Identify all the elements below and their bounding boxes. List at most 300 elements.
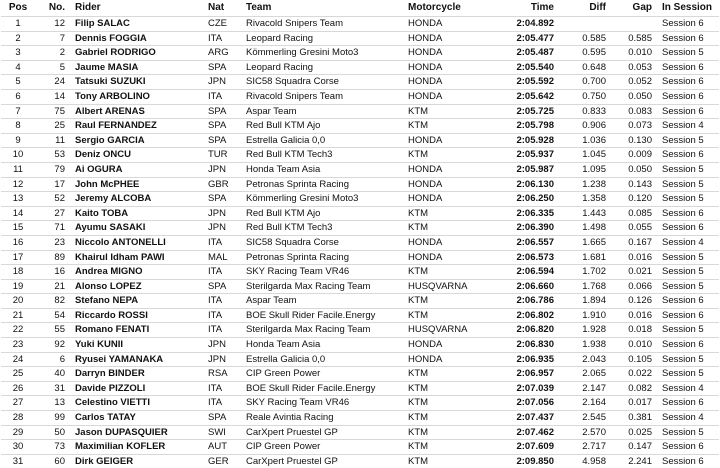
cell-diff: 0.595 [582, 47, 606, 59]
table-row [1, 279, 719, 294]
cell-pos: 31 [12, 455, 24, 467]
cell-team: Estrella Galicia 0,0 [246, 353, 326, 365]
cell-time: 2:05.592 [516, 76, 554, 88]
cell-gap [612, 17, 658, 32]
cell-number: 27 [54, 207, 65, 219]
cell-gap: 0.126 [628, 295, 652, 307]
cell-time: 2:06.786 [516, 295, 554, 307]
cell-gap: 0.147 [628, 441, 652, 453]
cell-nat: ARG [208, 47, 229, 59]
cell-rider: Ayumu SASAKI [75, 222, 146, 234]
table-row [1, 265, 719, 280]
cell-motorcycle: HONDA [408, 353, 443, 365]
cell-number: 2 [59, 47, 65, 59]
cell-gap: 0.073 [628, 120, 652, 132]
cell-nat: ITA [208, 266, 223, 278]
cell-rider: Jason DUPASQUIER [75, 426, 168, 438]
cell-motorcycle: KTM [408, 426, 429, 438]
cell-diff: 2.570 [582, 426, 606, 438]
cell-number: 17 [54, 178, 65, 190]
cell-motorcycle: HUSQVARNA [408, 280, 468, 292]
cell-session: Session 5 [662, 193, 704, 205]
cell-time: 2:06.557 [516, 236, 554, 248]
table-row [1, 148, 719, 163]
cell-team: CIP Green Power [246, 441, 321, 453]
cell-rider: Jeremy ALCOBA [75, 193, 152, 205]
cell-pos: 20 [12, 295, 24, 307]
cell-motorcycle: HONDA [408, 134, 443, 146]
cell-diff: 1.498 [582, 222, 606, 234]
cell-time: 2:06.335 [516, 207, 554, 219]
table-row [1, 89, 719, 104]
cell-rider: Albert ARENAS [75, 105, 145, 117]
header-row [1, 0, 719, 17]
table-row [1, 192, 719, 207]
cell-motorcycle: HONDA [408, 47, 443, 59]
cell-diff [558, 17, 612, 32]
table-row [1, 323, 719, 338]
cell-team: BOE Skull Rider Facile.Energy [246, 309, 376, 321]
cell-time: 2:06.935 [516, 353, 554, 365]
cell-diff: 1.938 [582, 339, 606, 351]
cell-gap: 0.082 [628, 382, 652, 394]
cell-nat: AUT [208, 441, 227, 453]
cell-nat: SPA [208, 61, 227, 73]
cell-time: 2:06.390 [516, 222, 554, 234]
cell-number: 25 [54, 120, 65, 132]
table-row [1, 235, 719, 250]
cell-time: 2:05.725 [516, 105, 554, 117]
cell-team: Honda Team Asia [246, 163, 321, 175]
cell-time: 2:05.477 [516, 32, 554, 44]
cell-rider: Niccolo ANTONELLI [75, 236, 166, 248]
table-row [1, 294, 719, 309]
cell-gap: 0.066 [628, 280, 652, 292]
cell-session: Session 6 [662, 455, 704, 467]
cell-number: 40 [54, 368, 65, 380]
cell-number: 54 [54, 309, 65, 321]
cell-number: 24 [54, 76, 65, 88]
cell-time: 2:06.802 [516, 309, 554, 321]
cell-motorcycle: HONDA [408, 90, 443, 102]
cell-session: Session 5 [662, 134, 704, 146]
header-session: In Session [662, 2, 713, 13]
cell-pos: 11 [13, 163, 23, 175]
cell-number: 60 [54, 455, 65, 467]
cell-nat: ITA [208, 32, 223, 44]
cell-time: 2:04.892 [516, 18, 554, 29]
results-body [1, 17, 719, 468]
cell-team: Petronas Sprinta Racing [246, 251, 349, 263]
cell-nat: SWI [208, 426, 226, 438]
cell-rider: Gabriel RODRIGO [75, 47, 156, 59]
cell-gap: 0.055 [628, 222, 652, 234]
cell-time: 2:05.487 [516, 47, 554, 59]
cell-number: 92 [54, 339, 65, 351]
cell-session: Session 5 [662, 280, 704, 292]
cell-number: 55 [54, 324, 65, 336]
cell-motorcycle: KTM [408, 207, 429, 219]
table-row [1, 75, 719, 90]
cell-number: 53 [54, 149, 65, 161]
cell-time: 2:06.594 [516, 266, 554, 278]
cell-number: 79 [54, 163, 65, 175]
cell-team: Red Bull KTM Tech3 [246, 149, 333, 161]
cell-diff: 0.648 [582, 61, 606, 73]
table-row [1, 440, 719, 455]
cell-rider: Ryusei YAMANAKA [75, 353, 164, 365]
table-row [1, 206, 719, 221]
cell-time: 2:05.937 [516, 149, 554, 161]
table-row [1, 338, 719, 353]
cell-diff: 2.065 [582, 368, 606, 380]
cell-pos: 24 [12, 353, 24, 365]
cell-pos: 12 [12, 178, 24, 190]
table-row [1, 411, 719, 426]
cell-motorcycle: KTM [408, 412, 429, 424]
cell-number: 73 [54, 441, 65, 453]
cell-pos: 2 [15, 32, 21, 44]
cell-team: BOE Skull Rider Facile.Energy [246, 382, 376, 394]
cell-nat: SPA [208, 120, 227, 132]
cell-number: 7 [59, 32, 65, 44]
cell-pos: 18 [12, 266, 24, 278]
cell-gap: 0.050 [628, 163, 652, 175]
cell-motorcycle: KTM [408, 368, 429, 380]
cell-diff: 0.585 [582, 32, 606, 44]
cell-number: 16 [54, 266, 65, 278]
cell-session: Session 5 [662, 368, 704, 380]
cell-pos: 15 [12, 222, 24, 234]
cell-diff: 2.147 [582, 382, 606, 394]
cell-number: 82 [54, 295, 65, 307]
cell-diff: 2.717 [582, 441, 606, 453]
cell-team: SIC58 Squadra Corse [246, 76, 339, 88]
cell-team: SKY Racing Team VR46 [246, 266, 350, 278]
cell-diff: 4.958 [582, 455, 606, 467]
header-pos: Pos [8, 2, 28, 13]
cell-pos: 21 [12, 309, 24, 321]
cell-rider: Jaume MASIA [75, 61, 139, 73]
cell-motorcycle: KTM [408, 397, 429, 409]
cell-session: Session 5 [662, 178, 704, 190]
cell-number: 11 [55, 134, 65, 146]
table-row [1, 60, 719, 75]
cell-pos: 30 [12, 441, 24, 453]
cell-pos: 26 [12, 382, 24, 394]
cell-gap: 0.130 [628, 134, 652, 146]
cell-motorcycle: HONDA [408, 32, 443, 44]
cell-nat: JPN [208, 339, 226, 351]
cell-number: 89 [54, 251, 65, 263]
cell-number: 12 [54, 18, 65, 29]
cell-team: CIP Green Power [246, 368, 321, 380]
cell-diff: 0.750 [582, 90, 606, 102]
table-row [1, 104, 719, 119]
cell-session: Session 6 [662, 32, 704, 44]
cell-time: 2:07.039 [516, 382, 554, 394]
cell-diff: 1.702 [582, 266, 606, 278]
cell-number: 50 [54, 426, 65, 438]
cell-motorcycle: KTM [408, 295, 429, 307]
cell-gap: 0.105 [628, 353, 652, 365]
cell-rider: Riccardo ROSSI [75, 309, 148, 321]
cell-team: Estrella Galicia 0,0 [246, 134, 326, 146]
table-row [1, 17, 719, 32]
cell-pos: 1 [15, 18, 21, 29]
cell-team: Rivacold Snipers Team [246, 90, 343, 102]
table-row [1, 454, 719, 468]
cell-team: CarXpert Pruestel GP [246, 455, 338, 467]
cell-rider: Maximilian KOFLER [75, 441, 166, 453]
cell-nat: SPA [208, 412, 227, 424]
table-row [1, 119, 719, 134]
cell-rider: Tony ARBOLINO [75, 90, 150, 102]
cell-team: SKY Racing Team VR46 [246, 397, 350, 409]
table-row [1, 177, 719, 192]
cell-nat: JPN [208, 76, 226, 88]
cell-motorcycle: HONDA [408, 193, 443, 205]
cell-pos: 5 [15, 76, 21, 88]
cell-session: Session 6 [662, 61, 704, 73]
cell-gap: 0.017 [628, 397, 652, 409]
cell-gap: 0.016 [628, 251, 652, 263]
cell-motorcycle: KTM [408, 309, 429, 321]
cell-motorcycle: KTM [408, 222, 429, 234]
cell-nat: ITA [208, 309, 223, 321]
cell-rider: Darryn BINDER [75, 368, 145, 380]
cell-motorcycle: KTM [408, 105, 429, 117]
cell-rider: Romano FENATI [75, 324, 150, 336]
cell-gap: 0.016 [628, 309, 652, 321]
header-diff: Diff [589, 2, 606, 13]
cell-team: Rivacold Snipers Team [246, 18, 343, 29]
cell-gap: 0.025 [628, 426, 652, 438]
cell-diff: 2.043 [582, 353, 606, 365]
cell-nat: JPN [208, 353, 226, 365]
cell-nat: TUR [208, 149, 228, 161]
cell-nat: JPN [208, 207, 226, 219]
cell-nat: ITA [208, 236, 223, 248]
cell-diff: 1.768 [582, 280, 606, 292]
cell-pos: 19 [12, 280, 24, 292]
cell-motorcycle: KTM [408, 149, 429, 161]
cell-team: Aspar Team [246, 105, 297, 117]
cell-session: Session 6 [662, 222, 704, 234]
cell-time: 2:07.609 [516, 441, 554, 453]
cell-session: Session 5 [662, 47, 704, 59]
cell-session: Session 6 [662, 76, 704, 88]
cell-motorcycle: HONDA [408, 251, 443, 263]
cell-session: Session 6 [662, 441, 704, 453]
cell-diff: 1.358 [582, 193, 606, 205]
header-time: Time [530, 2, 554, 13]
cell-rider: Filip SALAC [75, 18, 130, 29]
header-rider: Rider [75, 2, 101, 13]
cell-pos: 8 [15, 120, 21, 132]
cell-team: Red Bull KTM Ajo [246, 207, 321, 219]
table-row [1, 31, 719, 46]
cell-session: Session 5 [662, 251, 704, 263]
cell-gap: 0.050 [628, 90, 652, 102]
cell-number: 14 [54, 90, 65, 102]
cell-gap: 0.143 [628, 178, 652, 190]
cell-session: Session 4 [662, 236, 704, 248]
cell-gap: 0.120 [628, 193, 652, 205]
cell-motorcycle: KTM [408, 455, 429, 467]
cell-pos: 22 [12, 324, 24, 336]
cell-number: 23 [54, 236, 65, 248]
cell-motorcycle: HONDA [408, 236, 443, 248]
cell-number: 6 [59, 353, 65, 365]
cell-diff: 2.545 [582, 412, 606, 424]
cell-time: 2:05.987 [516, 163, 554, 175]
cell-session: Session 5 [662, 353, 704, 365]
cell-gap: 0.085 [628, 207, 652, 219]
cell-rider: Khairul Idham PAWI [75, 251, 165, 263]
cell-pos: 29 [12, 426, 24, 438]
table-row [1, 46, 719, 61]
cell-diff: 1.045 [582, 149, 606, 161]
cell-gap: 0.010 [628, 47, 652, 59]
cell-pos: 6 [15, 90, 21, 102]
cell-pos: 9 [15, 134, 21, 146]
cell-team: Aspar Team [246, 295, 297, 307]
cell-motorcycle: HUSQVARNA [408, 324, 468, 336]
header-team: Team [246, 2, 272, 13]
cell-nat: GER [208, 455, 229, 467]
cell-nat: ITA [208, 90, 223, 102]
cell-rider: Ai OGURA [75, 163, 123, 175]
cell-number: 52 [54, 193, 65, 205]
cell-nat: ITA [208, 397, 223, 409]
cell-rider: Raul FERNANDEZ [75, 120, 157, 132]
cell-rider: Sergio GARCIA [75, 134, 145, 146]
header-number: No. [48, 2, 65, 13]
cell-time: 2:05.642 [516, 90, 554, 102]
cell-diff: 1.928 [582, 324, 606, 336]
cell-pos: 14 [12, 207, 24, 219]
cell-gap: 0.052 [628, 76, 652, 88]
cell-pos: 25 [12, 368, 24, 380]
cell-diff: 1.681 [582, 251, 606, 263]
cell-pos: 23 [12, 339, 24, 351]
cell-pos: 27 [12, 397, 24, 409]
cell-nat: GBR [208, 178, 229, 190]
cell-number: 13 [54, 397, 65, 409]
cell-number: 31 [54, 382, 65, 394]
cell-gap: 0.010 [628, 339, 652, 351]
cell-team: Kömmerling Gresini Moto3 [246, 47, 359, 59]
cell-nat: JPN [208, 163, 226, 175]
cell-diff: 0.700 [582, 76, 606, 88]
cell-session: Session 5 [662, 266, 704, 278]
cell-diff: 1.665 [582, 236, 606, 248]
cell-motorcycle: KTM [408, 441, 429, 453]
cell-time: 2:07.437 [516, 412, 554, 424]
cell-session: Session 4 [662, 120, 704, 132]
cell-time: 2:05.928 [516, 134, 554, 146]
cell-diff: 0.833 [582, 105, 606, 117]
cell-time: 2:06.573 [516, 251, 554, 263]
cell-gap: 0.167 [628, 236, 652, 248]
cell-nat: CZE [208, 18, 227, 29]
cell-rider: Andrea MIGNO [75, 266, 143, 278]
cell-team: CarXpert Pruestel GP [246, 426, 338, 438]
cell-motorcycle: KTM [408, 120, 429, 132]
cell-time: 2:07.462 [516, 426, 554, 438]
cell-time: 2:06.820 [516, 324, 554, 336]
cell-session: Session 6 [662, 149, 704, 161]
cell-rider: Stefano NEPA [75, 295, 139, 307]
cell-rider: Carlos TATAY [75, 412, 136, 424]
cell-session: Session 6 [662, 105, 704, 117]
cell-session: Session 4 [662, 412, 704, 424]
table-row [1, 133, 719, 148]
cell-gap: 0.009 [628, 149, 652, 161]
cell-team: Kömmerling Gresini Moto3 [246, 193, 359, 205]
cell-motorcycle: HONDA [408, 18, 443, 29]
cell-nat: ITA [208, 382, 223, 394]
table-row [1, 162, 719, 177]
cell-diff: 1.894 [582, 295, 606, 307]
cell-rider: Alonso LOPEZ [75, 280, 142, 292]
table-row [1, 367, 719, 382]
cell-diff: 1.095 [582, 163, 606, 175]
cell-rider: Dirk GEIGER [75, 455, 134, 467]
table-row [1, 396, 719, 411]
table-row [1, 250, 719, 265]
cell-team: Leopard Racing [246, 32, 314, 44]
cell-session: Session 5 [662, 426, 704, 438]
cell-nat: SPA [208, 193, 227, 205]
cell-time: 2:06.660 [516, 280, 554, 292]
cell-time: 2:06.130 [516, 178, 554, 190]
cell-gap: 0.021 [628, 266, 652, 278]
cell-number: 75 [54, 105, 65, 117]
table-row [1, 308, 719, 323]
cell-team: Red Bull KTM Tech3 [246, 222, 333, 234]
cell-number: 71 [54, 222, 65, 234]
cell-rider: Dennis FOGGIA [75, 32, 147, 44]
cell-motorcycle: HONDA [408, 339, 443, 351]
cell-motorcycle: HONDA [408, 178, 443, 190]
cell-pos: 16 [12, 236, 24, 248]
cell-motorcycle: KTM [408, 382, 429, 394]
cell-diff: 1.443 [582, 207, 606, 219]
cell-pos: 17 [12, 251, 24, 263]
table-row [1, 352, 719, 367]
cell-gap: 0.053 [628, 61, 652, 73]
cell-gap: 0.022 [628, 368, 652, 380]
cell-nat: SPA [208, 280, 227, 292]
cell-pos: 4 [15, 61, 21, 73]
header-gap: Gap [632, 2, 652, 13]
cell-motorcycle: HONDA [408, 61, 443, 73]
cell-session: Session 6 [662, 309, 704, 321]
cell-time: 2:05.540 [516, 61, 554, 73]
cell-team: Sterilgarda Max Racing Team [246, 280, 371, 292]
table-row [1, 425, 719, 440]
cell-rider: John McPHEE [75, 178, 140, 190]
cell-pos: 3 [15, 47, 21, 59]
cell-rider: Kaito TOBA [75, 207, 129, 219]
cell-diff: 0.906 [582, 120, 606, 132]
cell-pos: 10 [12, 149, 24, 161]
cell-nat: ITA [208, 324, 223, 336]
cell-pos: 28 [12, 412, 24, 424]
cell-session: Session 6 [662, 18, 704, 29]
